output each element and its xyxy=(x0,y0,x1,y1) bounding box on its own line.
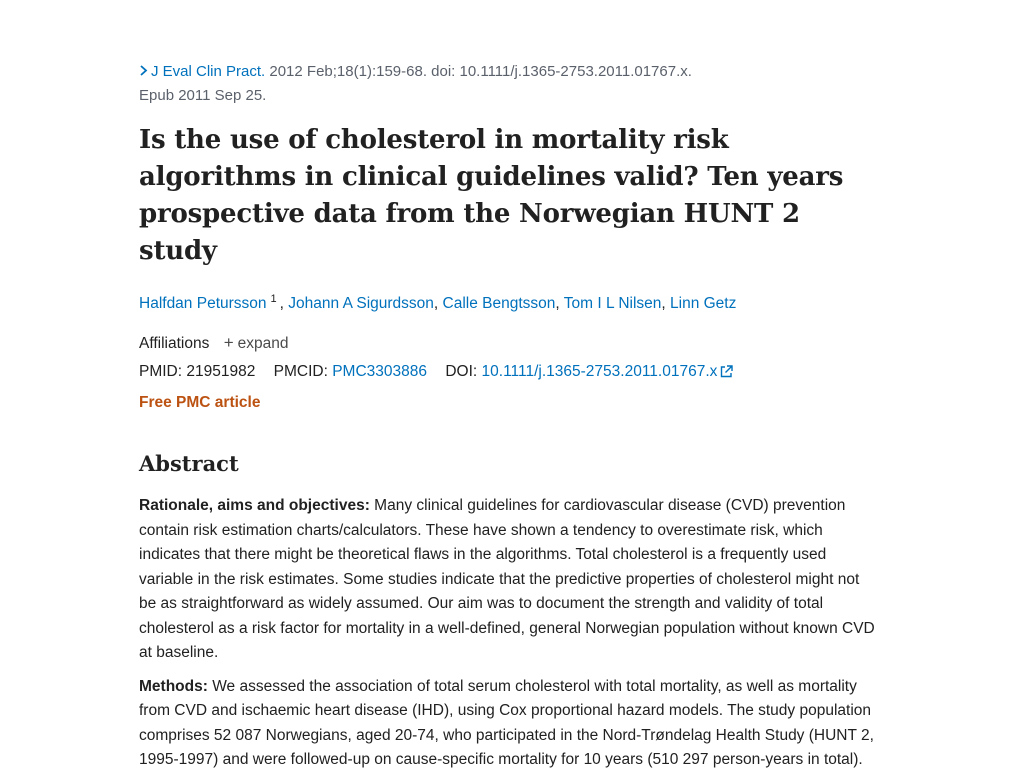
doi-link[interactable]: 10.1111/j.1365-2753.2011.01767.x xyxy=(481,363,718,381)
abstract-heading: Abstract xyxy=(139,451,239,477)
author-separator: , xyxy=(661,295,666,313)
author-separator: , xyxy=(555,295,560,313)
author-separator: , xyxy=(433,295,439,313)
doi-label: DOI: xyxy=(445,363,478,381)
paragraph-label: Rationale, aims and objectives: xyxy=(139,497,370,515)
article-content xyxy=(139,60,879,773)
author-link[interactable]: Johann A Sigurdsson xyxy=(288,295,434,313)
article-title: Is the use of cholesterol in mortality risk algorithms in clinical guidelines valid? Ten years prospective data from the Norwegian HUNT 2 study xyxy=(139,125,844,266)
expand-affiliations-button[interactable] xyxy=(224,335,289,352)
citation xyxy=(139,60,879,108)
pmid-value: 21951982 xyxy=(186,363,256,381)
journal-link[interactable]: J Eval Clin Pract. xyxy=(151,63,266,80)
affiliations-label: Affiliations xyxy=(139,335,210,353)
identifiers-row xyxy=(139,361,879,385)
affiliation-number[interactable]: 1 xyxy=(270,293,277,305)
pmcid-label: PMCID: xyxy=(273,363,328,381)
paragraph-text: Many clinical guidelines for cardiovascular disease (CVD) prevention contain risk estimation charts/calculators. These have shown a tendency to overestimate risk, which indicates that there might be theoretical flaws in the algorithms. Total cholesterol is a frequently used variable in the risk estimates. Some studies indicate that the predictive properties of cholesterol might not be as straightforward as widely assumed. Our aim was to document the strength and validity of total cholesterol as a risk factor for mortality in a well-defined, general Norwegian population without known CVD at baseline. xyxy=(139,497,875,662)
author-link[interactable]: Tom I L Nilsen xyxy=(563,295,662,313)
author-separator: , xyxy=(279,295,284,313)
author-link[interactable]: Linn Getz xyxy=(670,295,737,313)
pmcid-link[interactable]: PMC3303886 xyxy=(332,363,428,381)
author-link[interactable]: Calle Bengtsson xyxy=(442,295,556,313)
abstract-paragraph-methods xyxy=(139,675,879,773)
external-link-icon[interactable] xyxy=(720,363,733,385)
abstract-paragraph-rationale xyxy=(139,494,879,666)
affiliations-row xyxy=(139,332,879,355)
author-link[interactable]: Halfdan Petursson xyxy=(139,295,267,313)
citation-details: 2012 Feb;18(1):159-68. doi: 10.1111/j.1365-2753.2011.01767.x. xyxy=(265,63,692,80)
plus-icon: + xyxy=(223,333,234,353)
epub-date: Epub 2011 Sep 25. xyxy=(139,87,267,104)
chevron-right-icon[interactable] xyxy=(139,60,151,84)
pmid-label: PMID: xyxy=(139,363,183,381)
paragraph-label: Methods: xyxy=(139,677,208,695)
authors-list xyxy=(139,288,879,315)
paragraph-text: We assessed the association of total serum cholesterol with total mortality, as well as mortality from CVD and ischaemic heart disease (IHD), using Cox proportional hazard models. The study population comprises 52 087 Norwegians, aged 20-74, who participated in the Nord-Trøndelag Health Study (HUNT 2, 1995-1997) and were followed-up on cause-specific mortality for 10 years (510 297 person-years in total). xyxy=(139,677,874,769)
free-pmc-article-badge: Free PMC article xyxy=(139,394,261,412)
expand-label: expand xyxy=(237,335,289,353)
